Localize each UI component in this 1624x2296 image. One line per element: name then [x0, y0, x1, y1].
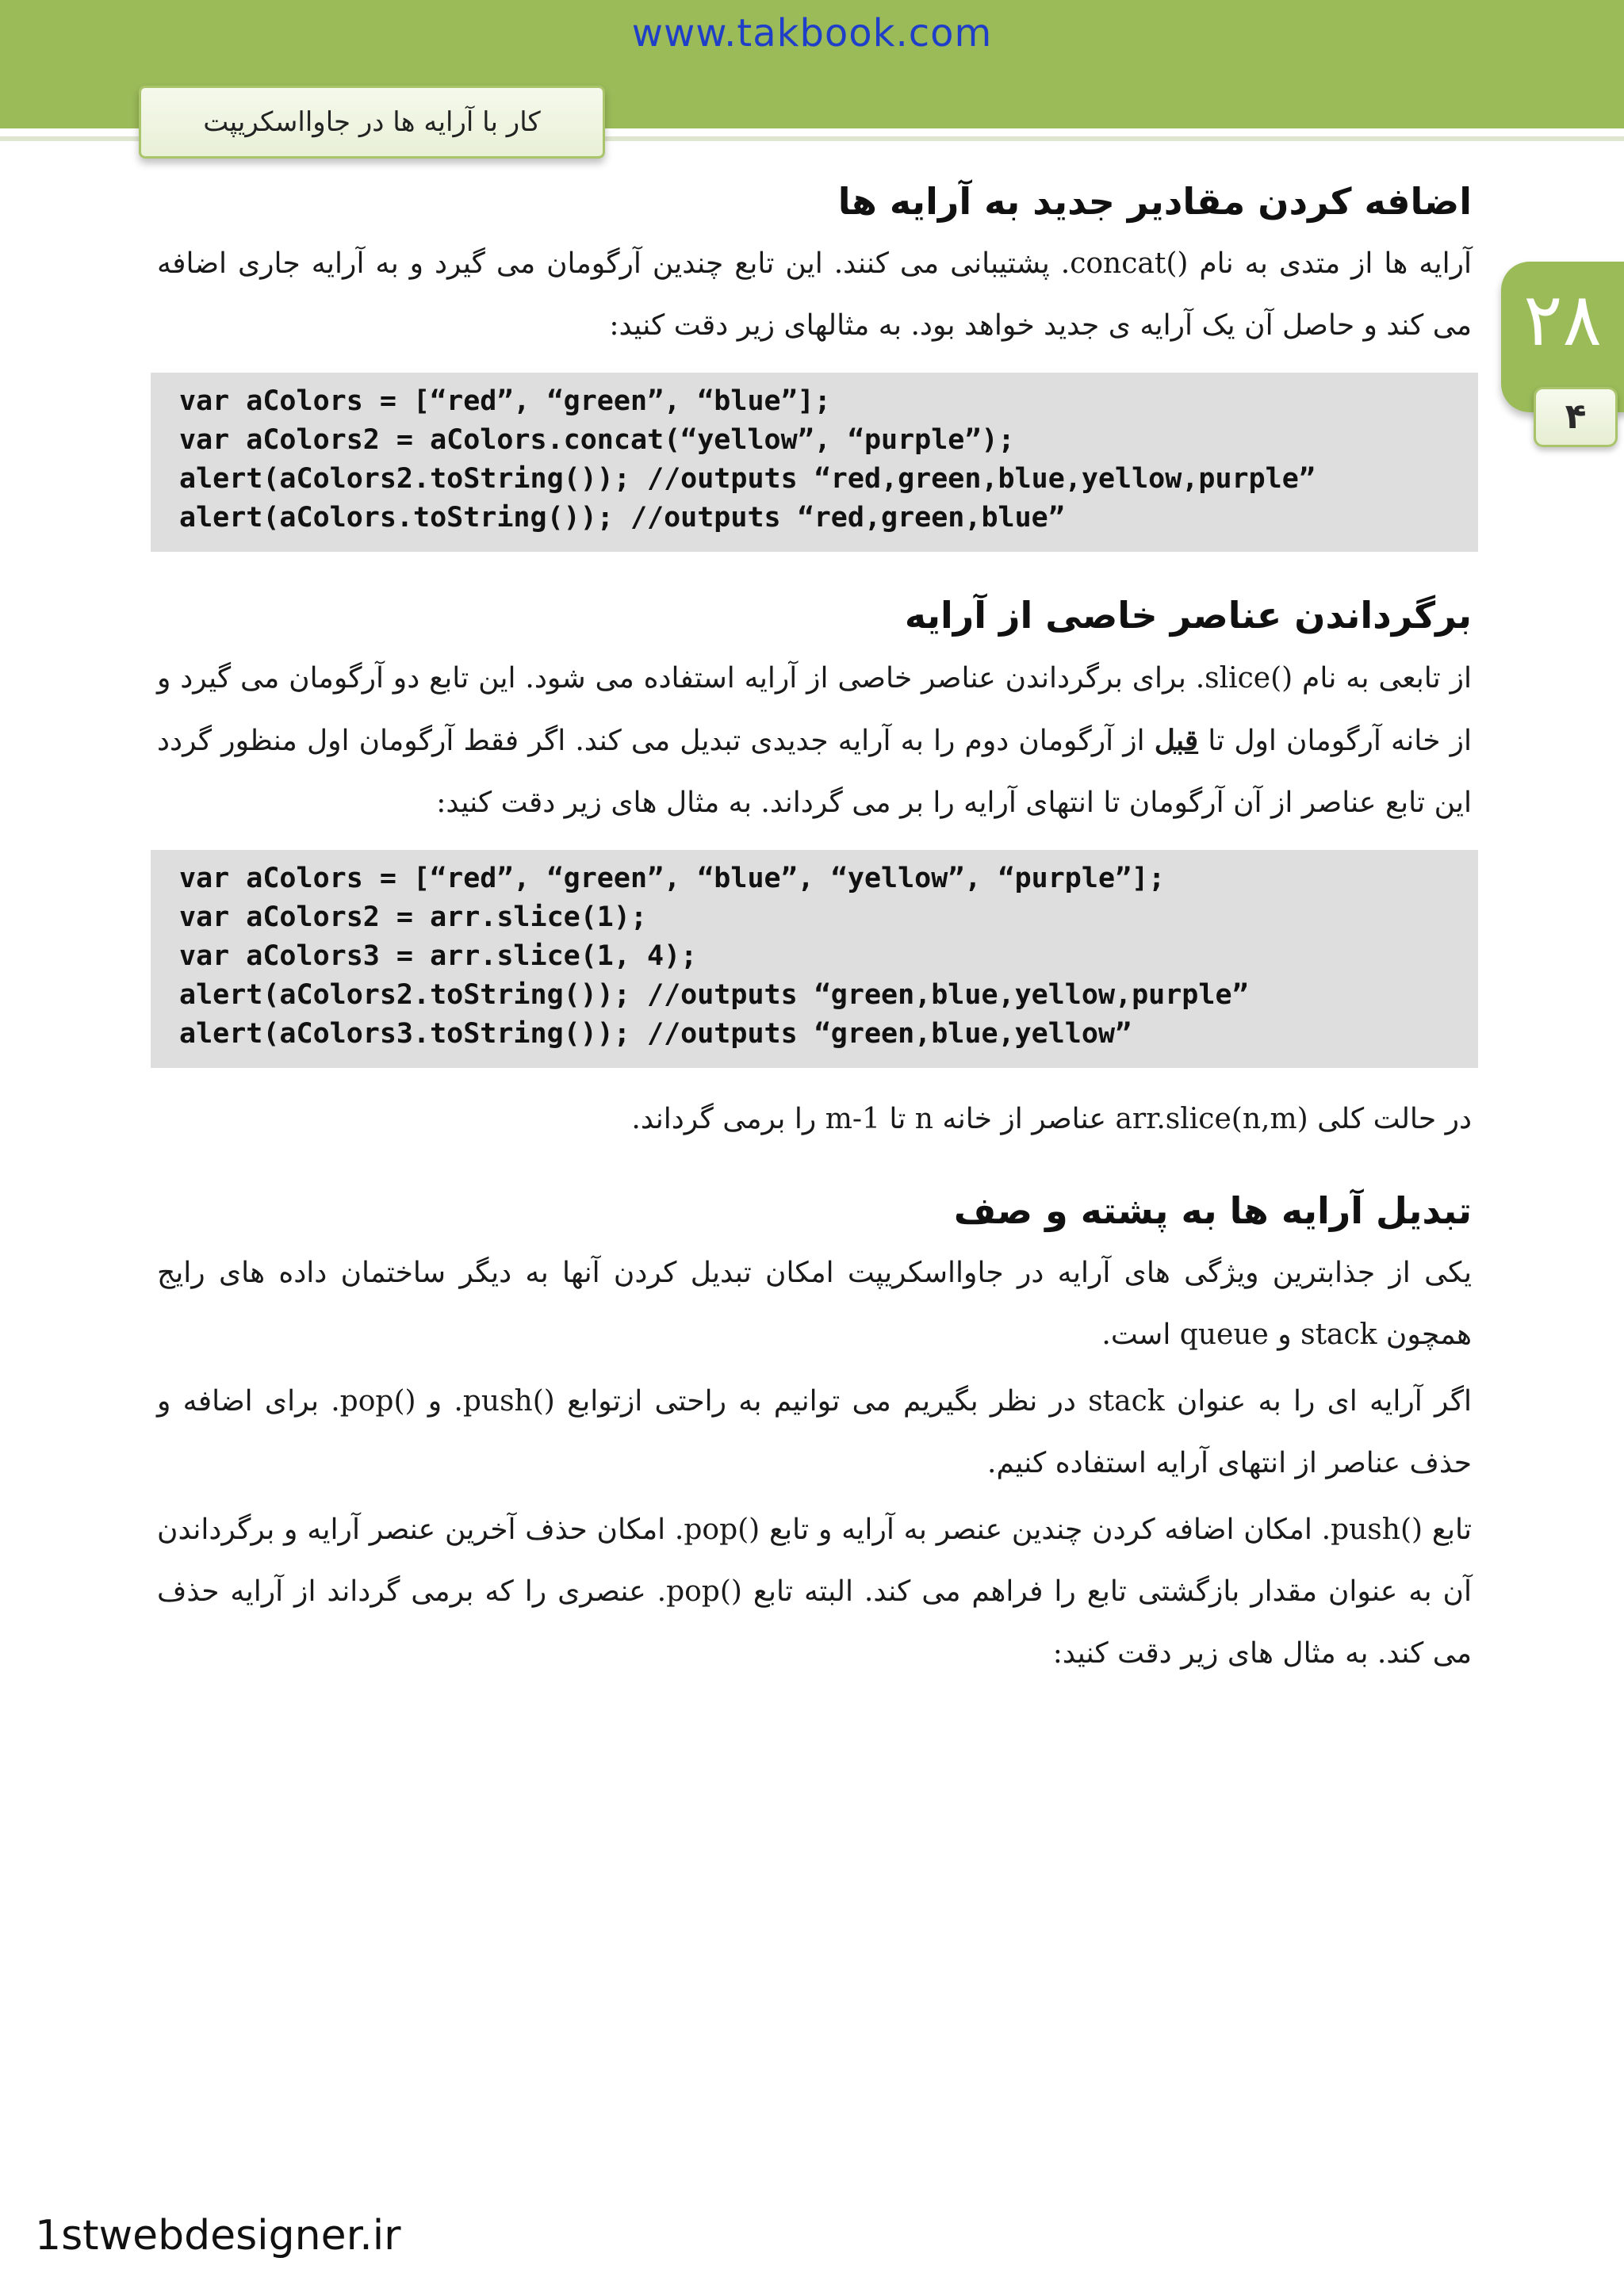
- section-heading-slice: برگرداندن عناصر خاصی از آرایه: [904, 594, 1472, 637]
- code-line: alert(aColors2.toString()); //outputs “green,blue,yellow,purple”: [179, 978, 1249, 1011]
- site-url[interactable]: www.takbook.com: [631, 11, 993, 55]
- paragraph-slice-part-b: از آرگومان دوم را به آرایه جدیدی تبدیل می کند. اگر فقط آرگومان اول منظور گردد این تابع عناصر از آن آرگومان تا انتهای آرایه را بر می گرداند. به مثال های زیر دقت کنید:: [157, 724, 1472, 819]
- page-number: ۲۸: [1523, 277, 1602, 362]
- paragraph-concat: آرایه ها از متدی به نام ()concat. پشتیبانی می کنند. این تابع چندین آرگومان می گیرد و به آرایه جاری اضافه می کند و حاصل آن یک آرایه ی جدید خواهد بود. به مثالهای زیر دقت کنید:: [157, 247, 1472, 342]
- emphasis-before: قبل: [1154, 723, 1199, 757]
- page-content: [157, 176, 1472, 1689]
- code-line: var aColors = [“red”, “green”, “blue”];: [179, 385, 831, 418]
- code-line: var aColors2 = arr.slice(1);: [179, 901, 648, 933]
- paragraph-push-pop-detail: تابع ()push. امکان اضافه کردن چندین عنصر به آرایه و تابع ()pop. امکان حذف آخرین عنصر آرایه و برگرداندن آن به عنوان مقدار بازگشتی تابع را فراهم می کند. البته تابع ()pop. عنصری را که برمی گرداند از آرایه حذف می کند. به مثال های زیر دقت کنید:: [157, 1513, 1472, 1670]
- chapter-number-badge: ۴: [1534, 387, 1618, 447]
- paragraph-slice-part-a: از تابعی به نام ()slice. برای برگرداندن عناصر خاصی از آرایه استفاده می شود. این تابع دو آرگومان می گیرد و از خانه آرگومان اول تا: [157, 661, 1472, 757]
- code-line: alert(aColors2.toString()); //outputs “red,green,blue,yellow,purple”: [179, 463, 1316, 496]
- code-line: alert(aColors3.toString()); //outputs “green,blue,yellow”: [179, 1017, 1132, 1050]
- paragraph-stack-push-pop: اگر آرایه ای را به عنوان stack در نظر بگیریم می توانیم به راحتی ازتوابع ()push. و ()pop. برای اضافه و حذف عناصر از انتهای آرایه استفاده کنیم.: [157, 1385, 1472, 1480]
- paragraph-stack-intro: یکی از جذابترین ویژگی های آرایه در جاوااسکریپت امکان تبدیل کردن آنها به دیگر ساختمان داده های رایج همچون stack و queue است.: [157, 1257, 1473, 1352]
- code-line: var aColors = [“red”, “green”, “blue”, “yellow”, “purple”];: [179, 862, 1166, 894]
- code-line: var aColors2 = aColors.concat(“yellow”, “purple”);: [179, 424, 1015, 457]
- code-block-slice: [151, 850, 1478, 1068]
- code-line: alert(aColors.toString()); //outputs “red,green,blue”: [179, 502, 1065, 534]
- code-line: var aColors3 = arr.slice(1, 4);: [179, 939, 698, 972]
- footer-site-link[interactable]: 1stwebdesigner.ir: [35, 2212, 401, 2260]
- code-block-concat: [151, 373, 1478, 552]
- chapter-title-tab: کار با آرایه ها در جاوااسکریپت: [139, 86, 605, 159]
- section-heading-concat: اضافه کردن مقادیر جدید به آرایه ها: [837, 180, 1472, 223]
- section-heading-stack-queue: تبدیل آرایه ها به پشته و صف: [953, 1188, 1472, 1232]
- paragraph-slice: [157, 648, 1472, 834]
- slice-note: در حالت کلی arr.slice(n,m) عناصر از خانه n تا m-1 را برمی گرداند.: [631, 1102, 1472, 1135]
